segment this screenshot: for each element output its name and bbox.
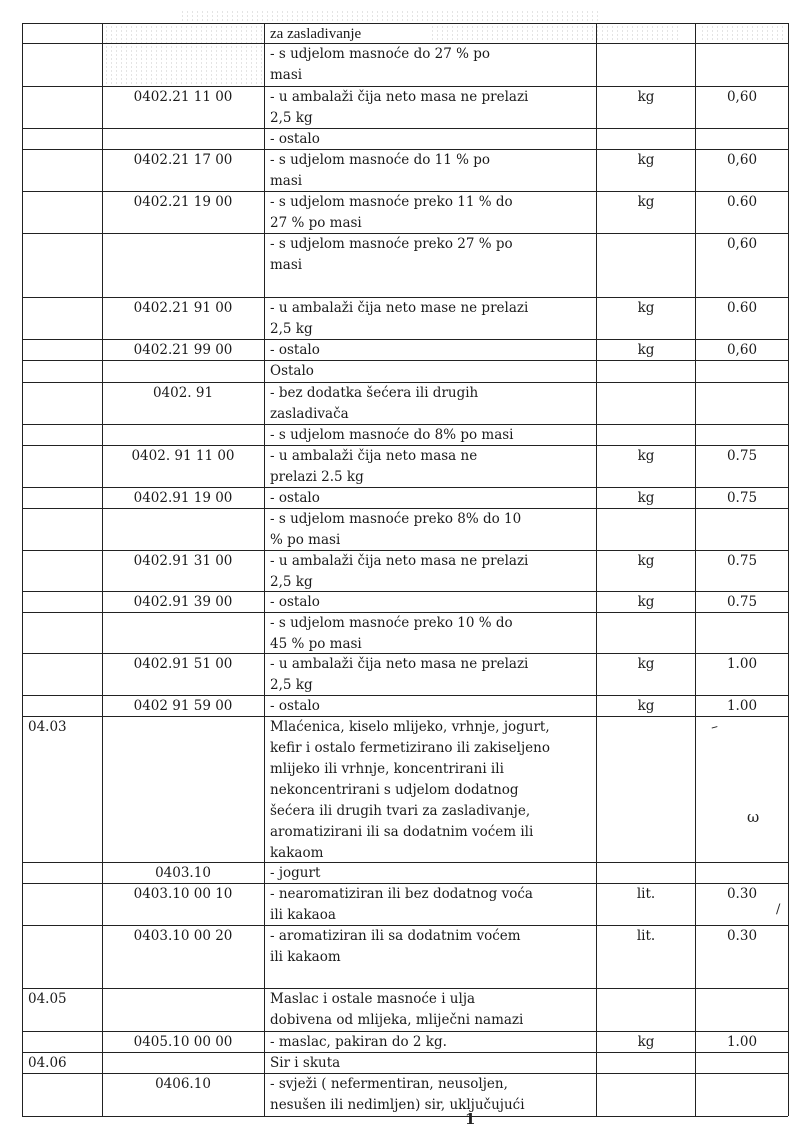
description — [270, 863, 592, 884]
table-column-divider — [264, 23, 265, 1116]
description-line: nekoncentrirani s udjelom dodatnog — [270, 782, 519, 798]
description — [270, 551, 592, 593]
unit-of-measure: lit. — [636, 886, 656, 902]
rate-value: 0.30 — [726, 928, 758, 944]
description — [270, 1032, 592, 1053]
description — [270, 446, 592, 488]
description-line: ili kakaom — [270, 949, 341, 965]
tariff-code: 0402.21 19 00 — [133, 194, 233, 210]
rate-value: 0.60 — [726, 194, 758, 210]
description-line: kefir i ostalo fermetizirano ili zakiseljeno — [270, 740, 550, 756]
unit-of-measure: kg — [637, 553, 655, 569]
tariff-code: 0402.91 51 00 — [133, 656, 233, 672]
description-line: - s udjelom masnoće preko 8% do 10 — [270, 511, 522, 527]
unit-of-measure: kg — [637, 89, 655, 105]
description — [270, 24, 592, 45]
description-line: % po masi — [270, 532, 341, 548]
heading-code: 04.03 — [28, 719, 67, 735]
description — [270, 592, 592, 613]
rate-value: 0.75 — [726, 553, 758, 569]
description-line: - s udjelom masnoće do 11 % po — [270, 152, 490, 168]
tariff-code: 0403.10 00 10 — [133, 886, 233, 902]
description — [270, 150, 592, 192]
unit-of-measure: lit. — [636, 928, 656, 944]
description-line: zasladivača — [270, 406, 349, 422]
heading-code: 04.05 — [28, 991, 67, 1007]
description — [270, 44, 592, 86]
description-line: Ostalo — [270, 363, 314, 379]
scan-noise — [700, 25, 786, 41]
description-line: Sir i skuta — [270, 1055, 341, 1071]
stray-tick-mark: 1 — [465, 1110, 476, 1128]
stray-dash-mark: – — [709, 718, 720, 736]
description — [270, 654, 592, 696]
description-line: - ostalo — [270, 594, 320, 610]
tariff-code: 0402.21 17 00 — [133, 152, 233, 168]
unit-of-measure: kg — [637, 342, 655, 358]
tariff-code: 0403.10 00 20 — [133, 928, 233, 944]
description-line: ili kakaoa — [270, 907, 336, 923]
description — [270, 192, 592, 234]
description-line: - ostalo — [270, 131, 320, 147]
description-line: - s udjelom masnoće preko 11 % do — [270, 194, 513, 210]
description — [270, 509, 592, 551]
description-line: - ostalo — [270, 698, 320, 714]
description — [270, 425, 592, 446]
description-line: - aromatiziran ili sa dodatnim voćem — [270, 928, 521, 944]
description — [270, 340, 592, 361]
unit-of-measure: kg — [637, 594, 655, 610]
description-line: šećera ili drugih tvari za zasladivanje, — [270, 803, 531, 819]
description-line: za zasladivanje — [270, 26, 362, 42]
tariff-code: 0403.10 — [155, 865, 211, 881]
unit-of-measure: kg — [637, 490, 655, 506]
table-column-divider — [695, 23, 696, 1116]
description-line: - bez dodatka šećera ili drugih — [270, 385, 479, 401]
rate-value: 1.00 — [726, 656, 758, 672]
tariff-code: 0402.21 91 00 — [133, 300, 233, 316]
tariff-code: 0402.21 11 00 — [133, 89, 233, 105]
description-line: - u ambalaži čija neto mase ne prelazi — [270, 300, 529, 316]
unit-of-measure: kg — [637, 1034, 655, 1050]
description-line: Maslac i ostale masnoće i ulja — [270, 991, 476, 1007]
description-line: - u ambalaži čija neto masa ne prelazi — [270, 89, 529, 105]
heading-code: 04.06 — [28, 1055, 67, 1071]
table-column-divider — [596, 23, 597, 1116]
description-line: kakaom — [270, 845, 324, 861]
rate-value: 0.60 — [726, 300, 758, 316]
tariff-code: 0402. 91 11 00 — [131, 448, 235, 464]
description-line: - s udjelom masnoće do 8% po masi — [270, 427, 514, 443]
description — [270, 1053, 592, 1074]
table-column-divider — [22, 23, 23, 1116]
description-line: - maslac, pakiran do 2 kg. — [270, 1034, 447, 1050]
description-line: - u ambalaži čija neto masa ne prelazi — [270, 553, 529, 569]
description-line: - nearomatiziran ili bez dodatnog voća — [270, 886, 533, 902]
description-line: masi — [270, 67, 303, 83]
description-line: 2,5 kg — [270, 321, 313, 337]
rate-value: 0.75 — [726, 490, 758, 506]
description-line: 45 % po masi — [270, 636, 362, 652]
rate-value: 0,60 — [726, 236, 758, 252]
rate-value: 0,60 — [726, 152, 758, 168]
description-line: aromatizirani ili sa dodatnim voćem ili — [270, 824, 534, 840]
description — [270, 926, 592, 968]
table-row-divider — [22, 1116, 788, 1117]
description-line: 2,5 kg — [270, 574, 313, 590]
rate-value: 1.00 — [726, 698, 758, 714]
description — [270, 129, 592, 150]
description — [270, 361, 592, 382]
scan-noise — [104, 25, 262, 85]
stray-slash-mark: / — [776, 902, 781, 917]
unit-of-measure: kg — [637, 194, 655, 210]
rate-value: 0.75 — [726, 594, 758, 610]
rate-value: 0.75 — [726, 448, 758, 464]
description — [270, 696, 592, 717]
description — [270, 383, 592, 425]
description-line: - s udjelom masnoće preko 10 % do — [270, 615, 513, 631]
description — [270, 989, 592, 1031]
rate-value: 0,60 — [726, 342, 758, 358]
tariff-code: 0402.21 99 00 — [133, 342, 233, 358]
tariff-code: 0402.91 39 00 — [133, 594, 233, 610]
description-line: nesušen ili nedimljen) sir, uključujući — [270, 1097, 525, 1113]
table-column-divider — [788, 23, 789, 1116]
description-line: - s udjelom masnoće preko 27 % po — [270, 236, 513, 252]
tariff-code: 0402.91 31 00 — [133, 553, 233, 569]
tariff-code: 0406.10 — [155, 1076, 211, 1092]
table-column-divider — [102, 23, 103, 1116]
unit-of-measure: kg — [637, 656, 655, 672]
description-line: prelazi 2.5 kg — [270, 469, 364, 485]
description — [270, 1074, 592, 1116]
description-line: - svježi ( nefermentiran, neusoljen, — [270, 1076, 508, 1092]
unit-of-measure: kg — [637, 698, 655, 714]
description-line: - s udjelom masnoće do 27 % po — [270, 46, 490, 62]
description-line: - ostalo — [270, 490, 320, 506]
rate-value: 0.30 — [726, 886, 758, 902]
tariff-code: 0402 91 59 00 — [133, 698, 233, 714]
description — [270, 87, 592, 129]
rate-value: 1.00 — [726, 1034, 758, 1050]
unit-of-measure: kg — [637, 152, 655, 168]
stray-scribble-mark: ω — [747, 808, 760, 826]
description — [270, 488, 592, 509]
description-line: - ostalo — [270, 342, 320, 358]
description-line: 27 % po masi — [270, 215, 362, 231]
rate-value: 0,60 — [726, 89, 758, 105]
scan-noise — [180, 10, 600, 24]
description — [270, 613, 592, 655]
description-line: - u ambalaži čija neto masa ne prelazi — [270, 656, 529, 672]
description-line: mlijeko ili vrhnje, koncentrirani ili — [270, 761, 504, 777]
description-line: - u ambalaži čija neto masa ne — [270, 448, 478, 464]
tariff-code: 0405.10 00 00 — [133, 1034, 233, 1050]
description — [270, 884, 592, 926]
tariff-code: 0402. 91 — [152, 385, 214, 401]
unit-of-measure: kg — [637, 300, 655, 316]
description — [270, 234, 592, 276]
description — [270, 298, 592, 340]
description-line: Mlaćenica, kiselo mlijeko, vrhnje, jogurt, — [270, 719, 550, 735]
description-line: dobivena od mlijeka, mliječni namazi — [270, 1012, 524, 1028]
description — [270, 717, 592, 864]
description-line: 2,5 kg — [270, 677, 313, 693]
description-line: masi — [270, 257, 303, 273]
description-line: masi — [270, 173, 303, 189]
description-line: 2,5 kg — [270, 110, 313, 126]
tariff-code: 0402.91 19 00 — [133, 490, 233, 506]
description-line: - jogurt — [270, 865, 321, 881]
unit-of-measure: kg — [637, 448, 655, 464]
